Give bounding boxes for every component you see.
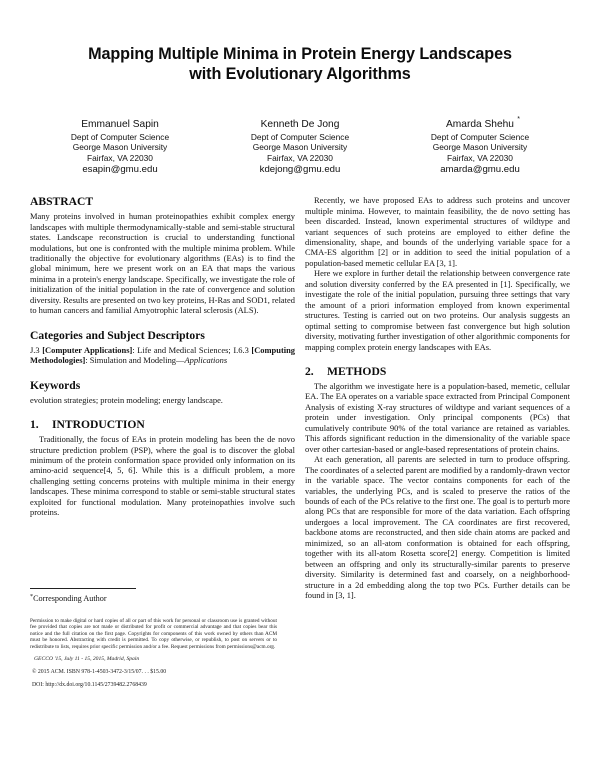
author-2-dept: Dept of Computer Science [250,132,350,142]
footnote-rule [30,588,136,589]
category-2-rest: : Simulation and Modeling— [85,355,185,366]
category-2-bold: [Computing Methodologies] [30,344,296,366]
methods-paragraph-1: The algorithm we investigate here is a population-based, memetic, cellular EA. The EA operates on a variable space extracted from Principal Component Analysis of existing X-ray structures of wildtype and variant sequences of a protein under investigation. Only principal components (PCs) that cumulatively contribute 90% of the total variance are retained as variables. This affords significant reduction in the dimensionality of the variable space over other cartesian-based or angle-based representations of protein chains. [305,381,570,454]
abstract-heading: ABSTRACT [30,195,94,209]
author-3-email[interactable]: amarda@gmu.edu [440,164,520,176]
corresponding-author-text: Corresponding Author [33,593,107,603]
doi-line[interactable]: DOI: http://dx.doi.org/10.1145/2739482.2768439 [32,681,147,688]
methods-title: METHODS [327,365,387,379]
title-line-1: Mapping Multiple Minima in Protein Energy Landscapes [88,45,512,63]
permission-notice: Permission to make digital or hard copies of all or part of this work for personal or classroom use is granted without fee provided that copies are not made or distributed for profit or commercial advantage and that copies bear this notice and the full citation on the first page. Copyrights for components of this work owned by others than ACM must be honored. Abstracting with credit is permitted. To copy otherwise, or republish, to post on servers or to redistribute to lists, requires prior specific permission and/or a fee. Request permissions from permissions@acm.org. [30,617,277,650]
categories-text [30,345,295,366]
category-1-rest: : Life and Medical Sciences; [132,344,231,355]
methods-number: 2. [305,365,314,379]
author-2-address: Fairfax, VA 22030 [267,152,333,163]
conference-line: GECCO '15, July 11 - 15, 2015, Madrid, Spain [34,655,140,662]
keywords-heading: Keywords [30,378,81,392]
introduction-title: INTRODUCTION [52,418,145,432]
author-3-name-text: Amarda Shehu [446,119,514,130]
left-column [30,195,296,688]
author-1-name [81,119,159,132]
two-column-body [30,195,570,688]
author-2-name-text: Kenneth De Jong [260,119,340,130]
author-3-star: * [517,116,520,123]
categories-heading: Categories and Subject Descriptors [30,328,205,342]
title-line-2: with Evolutionary Algorithms [189,65,411,83]
introduction-paragraph-1: Traditionally, the focus of EAs in protein modeling has been the de novo structure prediction problem (PSP), where the goal is to discover the global minimum of the protein conformation space provided only information on its amino-acid sequence[4, 5, 6]. While this is a difficult problem, a more challenging setting concerns proteins with multiple minima in their energy landscapes. These minima correspond to stable or semi-stable structural states exploited for functional modulation. Many proteinopathies involve such proteins. [30,434,295,518]
methods-paragraph-2: At each generation, all parents are selected in turn to produce offspring. The coordinates of a selected parent are modified by a randomly-drawn vector in the variable space. The vector contains components for each of the variables, the underlying PCs, and is scaled to preserve the ratios of the bounds of each of the PCs relative to the first one. The goal is to perturb more along PCs that are responsible for more of the data variation. Each offspring undergoes a local improvement. The CA coordinates are first recovered, backbone atoms are reconstructed, and then side chain atoms are packed and minimized, so an all-atom conformation is obtained for each offspring, together with its all-atom Rosetta score[2] energy. Competition is limited between an offspring and only its structurally-similar parents to preserve diversity. Similarity is determined fast and coarsely, on a neighborhood-structure in a 2d embedding along the top two PCs. Further details can be found in [3, 1]. [305,454,570,601]
author-1-institution: George Mason University [72,142,168,153]
author-block [30,114,570,176]
keywords-text: evolution strategies; protein modeling; energy landscape. [30,394,223,405]
author-1 [30,114,210,176]
author-1-name-text: Emmanuel Sapin [81,119,159,130]
author-3-institution: George Mason University [432,142,528,153]
copyright-line: © 2015 ACM. ISBN 978-1-4503-3472-3/15/07. . . $15.00 [32,668,167,675]
author-2-institution: George Mason University [252,142,348,153]
introduction-number: 1. [30,418,39,432]
introduction-paragraph-3: Here we explore in further detail the relationship between convergence rate and solution diversity conferred by the EA presented in [1]. Specifically, we investigate the role of the initial population, pursuing three settings that vary the amount of a priori information employed from known experimental structures. Testing is carried out on two proteins. Our analysis suggests an optimal setting to compromise between fast convergence but high solution diversity, motivating further investigation of other algorithmic components for mapping complex protein energy landscapes with EAs. [305,268,570,352]
footnote-marker: * [30,592,34,600]
introduction-paragraph-2: Recently, we have proposed EAs to address such proteins and uncover multiple minima. However, to maintain feasibility, the de novo setting has been discarded. Instead, known experimental structures of wildtype and variant sequences of such proteins are employed to either define the dimensionality, shape, and bounds of the underlying variable space for a CMA-ES algorithm [2] or in addition to seed the initial population of a population-based memetic cellular EA [3, 1]. [305,195,570,268]
introduction-heading [30,418,295,431]
page-title [30,44,570,84]
author-2-email[interactable]: kdejong@gmu.edu [259,164,341,176]
author-3 [390,114,570,176]
author-1-dept: Dept of Computer Science [70,132,170,142]
author-2-name [261,119,340,132]
author-3-address: Fairfax, VA 22030 [447,152,513,163]
author-1-address: Fairfax, VA 22030 [87,152,153,163]
author-1-email[interactable]: esapin@gmu.edu [82,164,158,176]
category-2-italic: Applications [184,355,228,366]
author-2 [210,114,390,176]
right-column [305,195,570,600]
category-1-code: J.3 [30,344,40,355]
footnote-block [30,588,280,695]
abstract-text: Many proteins involved in human proteinopathies exhibit complex energy landscapes with multiple thermodynamically-stable and semi-stable structural states. Landscape reconstruction is crucial to understanding functional modulations, but one is confronted with the multiple minima problem. While traditionally the objective for evolutionary algorithms (EAs) is to find the global minimum, here we present work on an EA that maps the various minima in a protein's energy landscape. Specifically, we investigate the role of initialization of the initial population in the rate of convergence and solution diversity. Results are presented on two key proteins, H-Ras and SOD1, related to human cancers and familial Amyotrophic lateral sclerosis (ALS). [30,211,295,316]
author-3-dept: Dept of Computer Science [430,132,530,142]
methods-heading [305,365,570,378]
author-3-name [446,116,520,132]
category-2-code: I.6.3 [233,344,249,355]
category-1-bold: [Computer Applications] [42,344,133,355]
corresponding-author-note [30,592,280,604]
